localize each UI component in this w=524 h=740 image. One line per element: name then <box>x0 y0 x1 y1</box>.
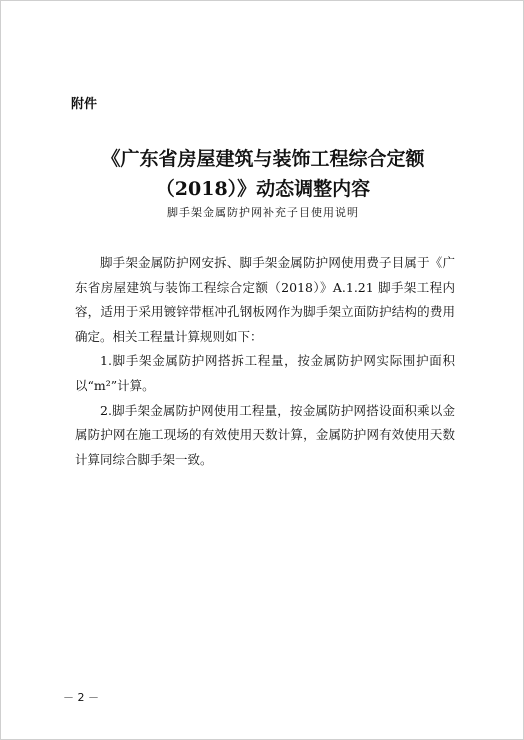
page-number: － 2 － <box>63 691 99 704</box>
body-paragraph-intro: 脚手架金属防护网安拆、脚手架金属防护网使用费子目属于《广东省房屋建筑与装饰工程综合定额（2018）》A.1.21 脚手架工程内容，适用于采用镀锌带框冲孔钢板网作为脚手架立面防护结构的费用确定。相关工程量计算规则如下： <box>75 255 455 344</box>
document-body <box>75 251 455 472</box>
attachment-label: 附件 <box>71 97 98 112</box>
document-title-line-1: 《广东省房屋建筑与装饰工程综合定额 <box>101 148 425 170</box>
document-subtitle: 脚手架金属防护网补充子目使用说明 <box>167 206 359 219</box>
body-paragraph-rule-2: 2.脚手架金属防护网使用工程量，按金属防护网搭设面积乘以金属防护网在施工现场的有效使用天数计算，金属防护网有效使用天数计算同综合脚手架一致。 <box>75 402 455 467</box>
document-title-line-2: （2018）》动态调整内容 <box>155 178 371 200</box>
body-paragraph-rule-1: 1.脚手架金属防护网搭拆工程量，按金属防护网实际围护面积以“m²”计算。 <box>75 353 455 393</box>
